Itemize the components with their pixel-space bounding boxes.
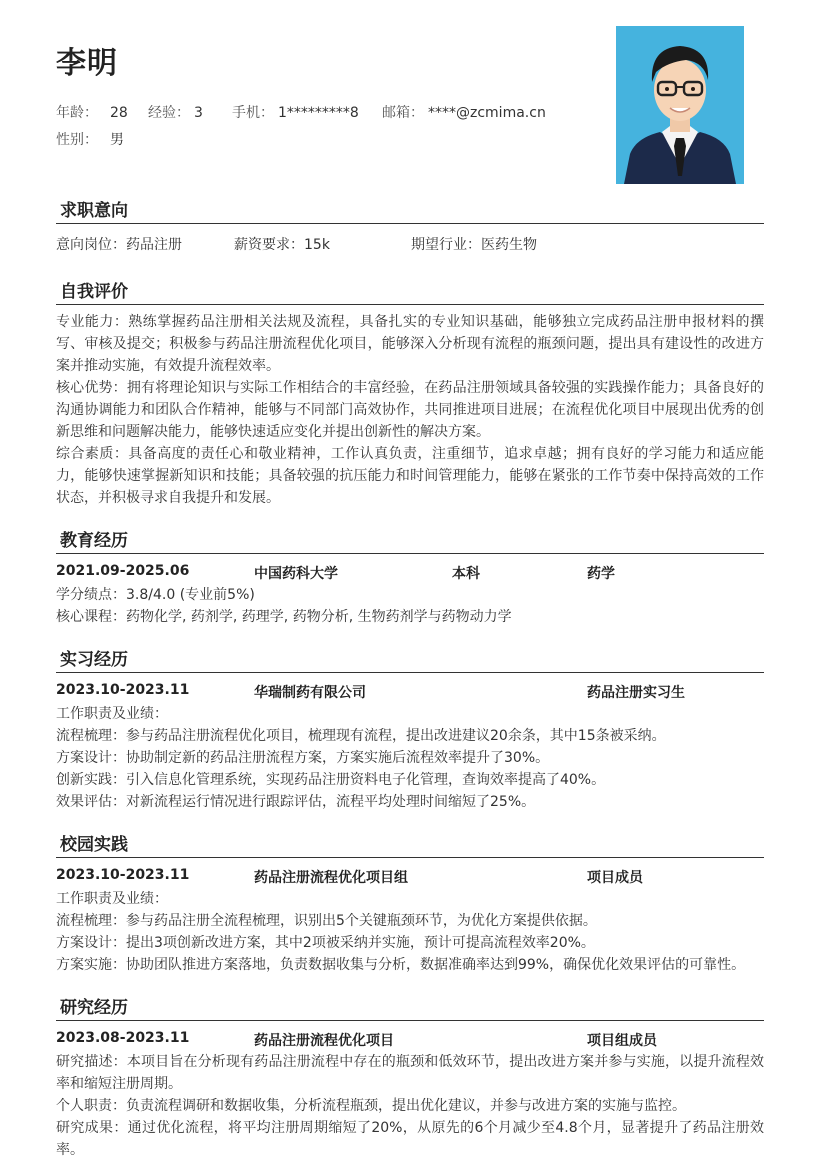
portrait-illustration (616, 26, 744, 184)
campus-detail: 方案实施：协助团队推进方案落地，负责数据收集与分析，数据准确率达到99%，确保优化效果评估的可靠性。 (56, 957, 746, 973)
internship-header-row (56, 679, 764, 703)
age-info (56, 102, 128, 122)
education-title: 教育经历 (56, 528, 764, 554)
internship-section (56, 647, 764, 813)
campus-role: 项目成员 (587, 870, 643, 886)
intended-position: 意向岗位：药品注册 (56, 237, 182, 253)
experience-value: 3 (194, 105, 203, 121)
self-evaluation-paragraph: 核心优势：拥有将理论知识与实际工作相结合的丰富经验，在药品注册领域具备较强的实践操作能力；具备良好的沟通协调能力和团队合作精神，能够与不同部门高效协作，共同推进项目进展；在流程优化项目中展现出优秀的创新思维和问题解决能力，能够快速适应变化并提出创新性的解决方案。 (56, 380, 764, 440)
internship-detail: 效果评估：对新流程运行情况进行跟踪评估，流程平均处理时间缩短了25%。 (56, 794, 536, 810)
candidate-name: 李明 (56, 46, 118, 81)
education-header-row (56, 560, 764, 584)
email-value: ****@zcmima.cn (428, 105, 546, 121)
research-header-row (56, 1027, 764, 1051)
gender-row (56, 129, 124, 149)
self-evaluation-paragraph: 综合素质：具备高度的责任心和敬业精神，工作认真负责，注重细节，追求卓越；拥有良好的学习能力和适应能力，能够快速掌握新知识和技能；具备较强的抗压能力和时间管理能力，能够在紧张的工作节奏中保持高效的工作状态，并积极寻求自我提升和发展。 (56, 446, 764, 506)
email-info (382, 102, 546, 122)
project-name: 药品注册流程优化项目 (254, 1033, 394, 1049)
company-name: 华瑞制药有限公司 (254, 685, 366, 701)
campus-practice-title: 校园实践 (56, 832, 764, 858)
phone-label: 手机： (232, 105, 274, 121)
phone-value: 1*********8 (278, 105, 359, 121)
internship-period: 2023.10-2023.11 (56, 682, 190, 698)
research-detail: 个人职责：负责流程调研和数据收集，分析流程瓶颈，提出优化建议，并参与改进方案的实施与监控。 (56, 1098, 686, 1114)
research-section (56, 995, 764, 1160)
expected-industry: 期望行业：医药生物 (411, 237, 537, 253)
self-evaluation-paragraph: 专业能力：熟练掌握药品注册相关法规及流程，具备扎实的专业知识基础，能够独立完成药品注册申报材料的撰写、审核及提交；积极参与药品注册流程优化项目，能够深入分析现有流程的瓶颈问题，提出具有建设性的改进方案并推动实施，有效提升流程效率。 (56, 314, 764, 374)
age-value: 28 (110, 105, 128, 121)
research-title: 研究经历 (56, 995, 764, 1021)
gender-label: 性别： (56, 132, 98, 148)
gender-value: 男 (110, 132, 124, 148)
experience-info (148, 102, 203, 122)
research-detail: 研究成果：通过优化流程，将平均注册周期缩短了20%，从原先的6个月减少至4.8个月，显著提升了药品注册效率。 (56, 1120, 764, 1158)
organization-name: 药品注册流程优化项目组 (254, 870, 408, 886)
email-label: 邮箱： (382, 105, 424, 121)
campus-header-row (56, 864, 764, 888)
internship-detail: 工作职责及业绩： (56, 706, 168, 722)
experience-label: 经验： (148, 105, 190, 121)
school-name: 中国药科大学 (254, 566, 338, 582)
campus-practice-section (56, 832, 764, 976)
internship-detail: 方案设计：协助制定新的药品注册流程方案，方案实施后流程效率提升了30%。 (56, 750, 550, 766)
education-detail: 核心课程：药物化学, 药剂学, 药理学, 药物分析, 生物药剂学与药物动力学 (56, 609, 512, 625)
campus-period: 2023.10-2023.11 (56, 867, 190, 883)
major: 药学 (587, 566, 615, 582)
research-role: 项目组成员 (587, 1033, 657, 1049)
education-section (56, 528, 764, 628)
research-period: 2023.08-2023.11 (56, 1030, 190, 1046)
education-detail: 学分绩点：3.8/4.0 (专业前5%) (56, 587, 255, 603)
internship-title: 实习经历 (56, 647, 764, 673)
campus-detail: 方案设计：提出3项创新改进方案，其中2项被采纳并实施，预计可提高流程效率20%。 (56, 935, 595, 951)
job-intent-section (56, 198, 764, 256)
expected-salary: 薪资要求：15k (234, 237, 330, 253)
job-intent-title: 求职意向 (56, 198, 764, 224)
phone-info (232, 102, 359, 122)
job-intent-row (56, 232, 764, 256)
campus-detail: 工作职责及业绩： (56, 891, 168, 907)
internship-detail: 创新实践：引入信息化管理系统，实现药品注册资料电子化管理，查询效率提高了40%。 (56, 772, 606, 788)
age-label: 年龄： (56, 105, 98, 121)
degree: 本科 (452, 566, 480, 582)
education-period: 2021.09-2025.06 (56, 563, 190, 579)
internship-role: 药品注册实习生 (587, 685, 685, 701)
profile-photo (616, 26, 744, 184)
self-evaluation-title: 自我评价 (56, 279, 764, 305)
internship-detail: 流程梳理：参与药品注册流程优化项目，梳理现有流程，提出改进建议20余条，其中15条被采纳。 (56, 728, 666, 744)
research-detail: 研究描述：本项目旨在分析现有药品注册流程中存在的瓶颈和低效环节，提出改进方案并参与实施，以提升流程效率和缩短注册周期。 (56, 1054, 764, 1092)
campus-detail: 流程梳理：参与药品注册全流程梳理，识别出5个关键瓶颈环节，为优化方案提供依据。 (56, 913, 597, 929)
self-evaluation-section (56, 279, 764, 509)
